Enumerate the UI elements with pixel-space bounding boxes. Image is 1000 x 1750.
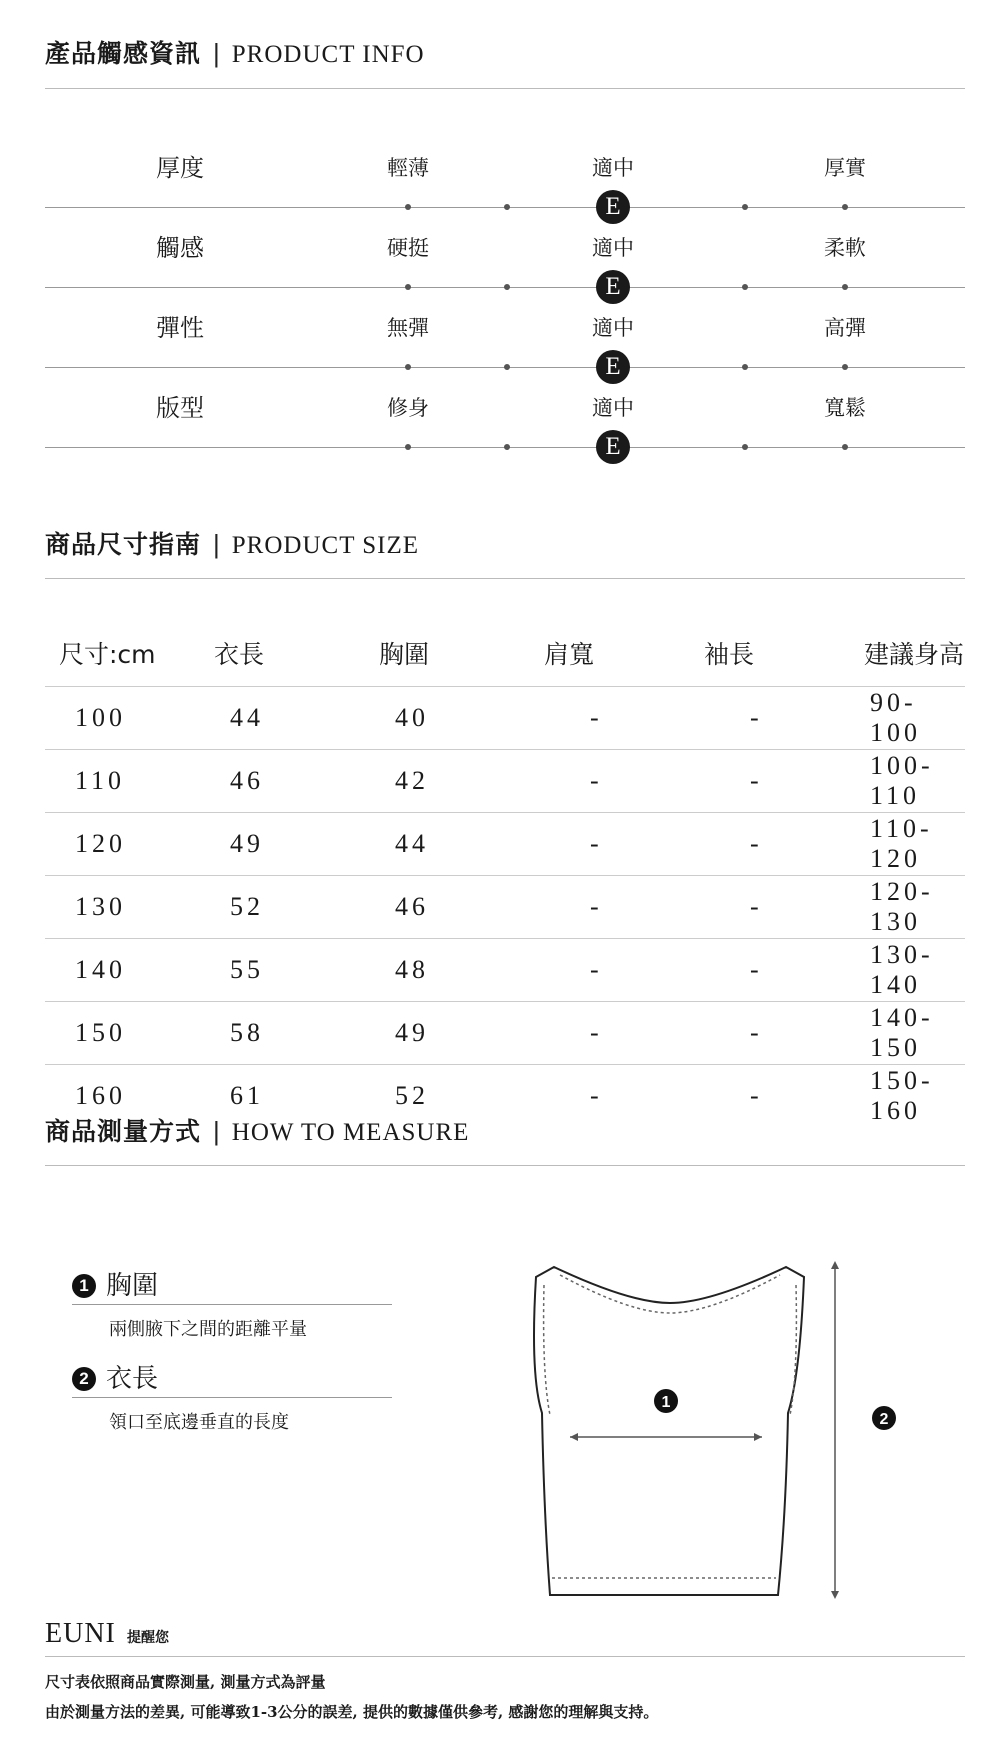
measure-item-chest-desc: 兩側腋下之間的距離平量: [109, 1319, 307, 1340]
cell-sleeve: -: [690, 1002, 850, 1065]
section-header-how-to-measure: [45, 1112, 965, 1152]
number-2-icon: 2: [72, 1367, 96, 1391]
cell-chest: 52: [395, 1081, 429, 1110]
brand-tag: 提醒您: [126, 1630, 169, 1646]
feel-scale-dot: [504, 204, 510, 210]
cell-shoulder: -: [530, 939, 690, 1002]
cell-shoulder: -: [530, 813, 690, 876]
cell-chest: 44: [365, 813, 530, 876]
feel-scale-dot: [842, 204, 848, 210]
table-row: [45, 939, 965, 1002]
cell-sleeve: -: [690, 750, 850, 813]
note-line-1: 尺寸表依照商品實際測量, 測量方式為評量: [45, 1673, 326, 1691]
cell-chest: 46: [365, 876, 530, 939]
col-header-size: 尺寸:cm: [45, 620, 200, 687]
feel-level-marker: E: [596, 270, 630, 304]
section-title-en: PRODUCT INFO: [231, 41, 425, 68]
feel-row-label: 彈性: [156, 314, 204, 342]
section-rule: [45, 88, 965, 89]
table-row: [45, 876, 965, 939]
cell-height: 120-130: [850, 876, 965, 939]
section-title-zh: 商品尺寸指南: [45, 530, 202, 559]
size-table-header-row: [45, 620, 965, 687]
cell-chest: 42: [365, 750, 530, 813]
cell-size: 130: [45, 876, 200, 939]
cell-length: 61: [230, 1081, 264, 1110]
feel-row: [45, 148, 965, 228]
cell-length: 58: [200, 1002, 365, 1065]
section-rule: [45, 578, 965, 579]
feel-scale-dot: [405, 364, 411, 370]
cell-height: 150-160: [870, 1066, 934, 1125]
feel-row-label: 版型: [156, 394, 204, 422]
cell-size: 110: [45, 750, 200, 813]
col-header-chest: 胸圍: [365, 620, 530, 687]
feel-option-low: 無彈: [387, 316, 429, 340]
section-title-zh: 商品測量方式: [45, 1117, 202, 1146]
cell-chest: 40: [365, 687, 530, 750]
feel-level-marker: E: [596, 350, 630, 384]
feel-option-mid: 適中: [592, 236, 634, 260]
section-title-en: HOW TO MEASURE: [231, 1119, 470, 1146]
cell-shoulder: -: [590, 1081, 603, 1110]
feel-row-label: 觸感: [156, 234, 204, 262]
cell-sleeve: -: [690, 687, 850, 750]
brand-block: [45, 1618, 169, 1650]
diagram-number-1-text: 1: [661, 1394, 671, 1411]
cell-height: 90-100: [850, 687, 965, 750]
feel-option-low: 輕薄: [387, 156, 429, 180]
table-row: [45, 1002, 965, 1065]
measure-item-label: 胸圍: [106, 1271, 159, 1301]
feel-scale-dot: [405, 444, 411, 450]
measure-item-length-title: [72, 1358, 158, 1395]
feel-option-mid: 適中: [592, 396, 634, 420]
feel-scale-dot: [742, 204, 748, 210]
cell-height: 130-140: [850, 939, 965, 1002]
section-divider: |: [213, 38, 220, 68]
cell-length: 44: [200, 687, 365, 750]
cell-length: 49: [200, 813, 365, 876]
feel-option-high: 厚實: [824, 156, 866, 180]
cell-height: 100-110: [850, 750, 965, 813]
cell-sleeve: -: [750, 1081, 763, 1110]
cell-sleeve: -: [690, 813, 850, 876]
tank-top-outline: [534, 1267, 804, 1595]
col-header-sleeve: 袖長: [690, 620, 850, 687]
section-header-product-info: [45, 34, 965, 74]
feel-level-marker: E: [596, 430, 630, 464]
feel-option-high: 高彈: [824, 316, 866, 340]
feel-row: [45, 308, 965, 388]
tank-top-diagram: [510, 1255, 830, 1605]
cell-shoulder: -: [530, 750, 690, 813]
note-line-2: 由於測量方法的差異, 可能導致1-3公分的誤差, 提供的數據僅供參考, 感謝您的理解與支持。: [45, 1703, 659, 1721]
cell-sleeve: -: [690, 876, 850, 939]
col-header-height: 建議身高: [850, 620, 965, 687]
cell-size: 100: [45, 687, 200, 750]
cell-size: 150: [45, 1002, 200, 1065]
cell-height: 140-150: [850, 1002, 965, 1065]
feel-scale-dot: [405, 204, 411, 210]
feel-scale-dot: [742, 284, 748, 290]
measure-item-rule: [72, 1304, 392, 1305]
section-rule: [45, 1165, 965, 1166]
feel-level-marker: E: [596, 190, 630, 224]
feel-scale-dot: [842, 284, 848, 290]
feel-option-low: 硬挺: [387, 236, 429, 260]
brand-logo: EUNI: [45, 1618, 116, 1649]
col-header-length: 衣長: [200, 620, 365, 687]
feel-option-low: 修身: [387, 396, 429, 420]
cell-height: 110-120: [850, 813, 965, 876]
feel-option-high: 寬鬆: [824, 396, 866, 420]
section-title-zh: 產品觸感資訊: [45, 39, 202, 68]
cell-chest: 48: [365, 939, 530, 1002]
feel-row: [45, 388, 965, 468]
feel-option-mid: 適中: [592, 156, 634, 180]
section-rule: [45, 1656, 965, 1657]
cell-length: 46: [200, 750, 365, 813]
feel-scale-dot: [405, 284, 411, 290]
cell-shoulder: -: [530, 687, 690, 750]
cell-shoulder: -: [530, 1002, 690, 1065]
cell-sleeve: -: [690, 939, 850, 1002]
feel-row-label: 厚度: [156, 154, 204, 182]
feel-option-mid: 適中: [592, 316, 634, 340]
cell-size: 140: [45, 939, 200, 1002]
feel-scale-dot: [842, 364, 848, 370]
measure-item-chest-title: [72, 1265, 158, 1302]
measure-item-label: 衣長: [106, 1364, 159, 1394]
diagram-number-2-text: 2: [879, 1411, 889, 1428]
length-measure-arrow: [820, 1255, 910, 1605]
feel-scale-dot: [742, 444, 748, 450]
table-row: [45, 687, 965, 750]
section-divider: |: [213, 1116, 220, 1146]
section-divider: |: [213, 529, 220, 559]
feel-option-high: 柔軟: [824, 236, 866, 260]
cell-size: 120: [45, 813, 200, 876]
table-row: [45, 813, 965, 876]
table-row: [45, 750, 965, 813]
number-1-icon: 1: [72, 1274, 96, 1298]
feel-scale-dot: [742, 364, 748, 370]
cell-chest: 49: [365, 1002, 530, 1065]
feel-scale-dot: [842, 444, 848, 450]
feel-scale-dot: [504, 444, 510, 450]
cell-length: 52: [200, 876, 365, 939]
measure-item-length-desc: 領口至底邊垂直的長度: [109, 1412, 289, 1433]
feel-row: [45, 228, 965, 308]
size-table: [45, 620, 965, 1127]
feel-scale-dot: [504, 284, 510, 290]
section-header-product-size: [45, 525, 965, 565]
feel-scale-dot: [504, 364, 510, 370]
cell-size: 160: [75, 1081, 126, 1110]
cell-shoulder: -: [530, 876, 690, 939]
measure-item-rule: [72, 1397, 392, 1398]
col-header-shoulder: 肩寬: [530, 620, 690, 687]
section-title-en: PRODUCT SIZE: [231, 532, 420, 559]
cell-length: 55: [200, 939, 365, 1002]
